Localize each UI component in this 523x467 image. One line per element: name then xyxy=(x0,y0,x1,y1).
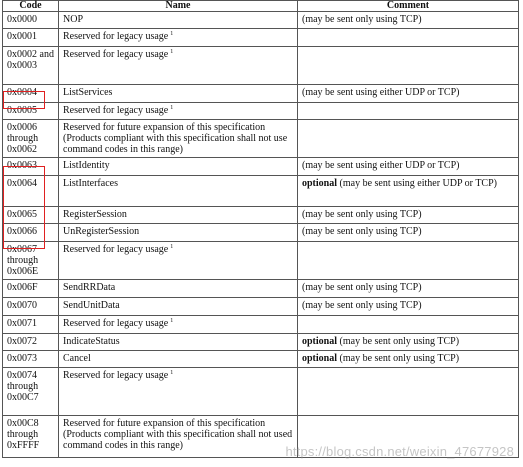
cell-name xyxy=(59,29,298,47)
header-name: Name xyxy=(59,1,298,12)
name-text: ListIdentity xyxy=(63,160,110,171)
name-text: Reserved for legacy usage xyxy=(63,370,169,381)
command-code-table-page xyxy=(2,0,518,465)
comment-text: (may be sent only using TCP) xyxy=(302,300,422,311)
cell-comment xyxy=(298,351,519,368)
cell-code: 0x0004 xyxy=(3,85,59,103)
cell-code: 0x0074 through 0x00C7 xyxy=(3,368,59,416)
cell-name xyxy=(59,158,298,176)
cell-name xyxy=(59,368,298,416)
table-row xyxy=(3,224,519,242)
comment-text: (may be sent only using TCP) xyxy=(337,353,460,364)
name-text: SendRRData xyxy=(63,282,116,293)
table-row xyxy=(3,103,519,120)
cell-comment xyxy=(298,158,519,176)
cell-name xyxy=(59,334,298,351)
name-text: Reserved for legacy usage xyxy=(63,31,169,42)
table-row xyxy=(3,158,519,176)
cell-name xyxy=(59,103,298,120)
comment-text: (may be sent using either UDP or TCP) xyxy=(302,160,460,171)
cell-name xyxy=(59,416,298,458)
cell-code: 0x0000 xyxy=(3,12,59,29)
header-comment: Comment xyxy=(298,1,519,12)
table-row xyxy=(3,12,519,29)
cell-name xyxy=(59,351,298,368)
command-code-table xyxy=(2,0,519,458)
cell-comment xyxy=(298,334,519,351)
cell-code: 0x0070 xyxy=(3,298,59,316)
name-text: Cancel xyxy=(63,353,91,364)
comment-text: (may be sent only using TCP) xyxy=(302,226,422,237)
cell-comment xyxy=(298,316,519,334)
cell-code: 0x0005 xyxy=(3,103,59,120)
name-text: ListServices xyxy=(63,87,113,98)
table-row xyxy=(3,280,519,298)
optional-label: optional xyxy=(302,178,338,189)
name-text: UnRegisterSession xyxy=(63,226,140,237)
optional-label: optional xyxy=(302,353,338,364)
name-text: NOP xyxy=(63,14,84,25)
cell-code: 0x0006 through 0x0062 xyxy=(3,120,59,158)
cell-code: 0x0066 xyxy=(3,224,59,242)
cell-name xyxy=(59,298,298,316)
table-row xyxy=(3,351,519,368)
name-text: IndicateStatus xyxy=(63,336,120,347)
cell-code: 0x0065 xyxy=(3,207,59,224)
cell-comment xyxy=(298,12,519,29)
table-row xyxy=(3,207,519,224)
cell-code: 0x0071 xyxy=(3,316,59,334)
cell-code: 0x0072 xyxy=(3,334,59,351)
comment-text: (may be sent using either UDP or TCP) xyxy=(302,87,460,98)
comment-text: (may be sent only using TCP) xyxy=(302,282,422,293)
cell-code: 0x0002 and 0x0003 xyxy=(3,47,59,85)
cell-name xyxy=(59,120,298,158)
table-row xyxy=(3,176,519,207)
table-row xyxy=(3,85,519,103)
name-text: ListInterfaces xyxy=(63,178,118,189)
comment-text: (may be sent using either UDP or TCP) xyxy=(337,178,497,189)
comment-text: (may be sent only using TCP) xyxy=(302,14,422,25)
cell-code: 0x006F xyxy=(3,280,59,298)
name-text: Reserved for legacy usage xyxy=(63,49,169,60)
name-text: Reserved for future expansion of this specification (Products compliant with this specification shall not used command codes in this range) xyxy=(63,418,293,451)
cell-comment xyxy=(298,120,519,158)
watermark-text: https://blog.csdn.net/weixin_47677928 xyxy=(285,444,514,459)
name-text: RegisterSession xyxy=(63,209,127,220)
table-row xyxy=(3,29,519,47)
cell-code: 0x00C8 through 0xFFFF xyxy=(3,416,59,458)
name-text: Reserved for future expansion of this specification (Products compliant with this specification shall not use command codes in this range) xyxy=(63,122,288,155)
cell-comment xyxy=(298,103,519,120)
cell-name xyxy=(59,242,298,280)
table-row xyxy=(3,368,519,416)
cell-comment xyxy=(298,242,519,280)
table-header-row xyxy=(3,1,519,12)
table-row xyxy=(3,47,519,85)
cell-comment xyxy=(298,29,519,47)
cell-name xyxy=(59,12,298,29)
table-row xyxy=(3,120,519,158)
name-text: Reserved for legacy usage xyxy=(63,318,169,329)
cell-name xyxy=(59,224,298,242)
cell-code: 0x0067 through 0x006E xyxy=(3,242,59,280)
cell-comment xyxy=(298,224,519,242)
cell-comment xyxy=(298,207,519,224)
comment-text: (may be sent only using TCP) xyxy=(337,336,460,347)
cell-code: 0x0063 xyxy=(3,158,59,176)
footnote-marker: 1 xyxy=(170,318,174,324)
cell-comment xyxy=(298,176,519,207)
footnote-marker: 1 xyxy=(170,370,174,376)
cell-comment xyxy=(298,368,519,416)
cell-code: 0x0064 xyxy=(3,176,59,207)
cell-comment xyxy=(298,47,519,85)
cell-name xyxy=(59,176,298,207)
cell-name xyxy=(59,316,298,334)
table-row xyxy=(3,316,519,334)
table-row xyxy=(3,298,519,316)
cell-comment xyxy=(298,280,519,298)
table-row xyxy=(3,334,519,351)
cell-comment xyxy=(298,298,519,316)
cell-name xyxy=(59,85,298,103)
cell-name xyxy=(59,207,298,224)
cell-code: 0x0073 xyxy=(3,351,59,368)
footnote-marker: 1 xyxy=(170,49,174,55)
table-row xyxy=(3,242,519,280)
cell-code: 0x0001 xyxy=(3,29,59,47)
name-text: Reserved for legacy usage xyxy=(63,244,169,255)
comment-text: (may be sent only using TCP) xyxy=(302,209,422,220)
header-code: Code xyxy=(3,1,59,12)
footnote-marker: 1 xyxy=(170,105,174,111)
cell-name xyxy=(59,280,298,298)
name-text: SendUnitData xyxy=(63,300,120,311)
footnote-marker: 1 xyxy=(170,244,174,250)
optional-label: optional xyxy=(302,336,338,347)
footnote-marker: 1 xyxy=(170,31,174,37)
cell-name xyxy=(59,47,298,85)
cell-comment xyxy=(298,85,519,103)
name-text: Reserved for legacy usage xyxy=(63,105,169,116)
